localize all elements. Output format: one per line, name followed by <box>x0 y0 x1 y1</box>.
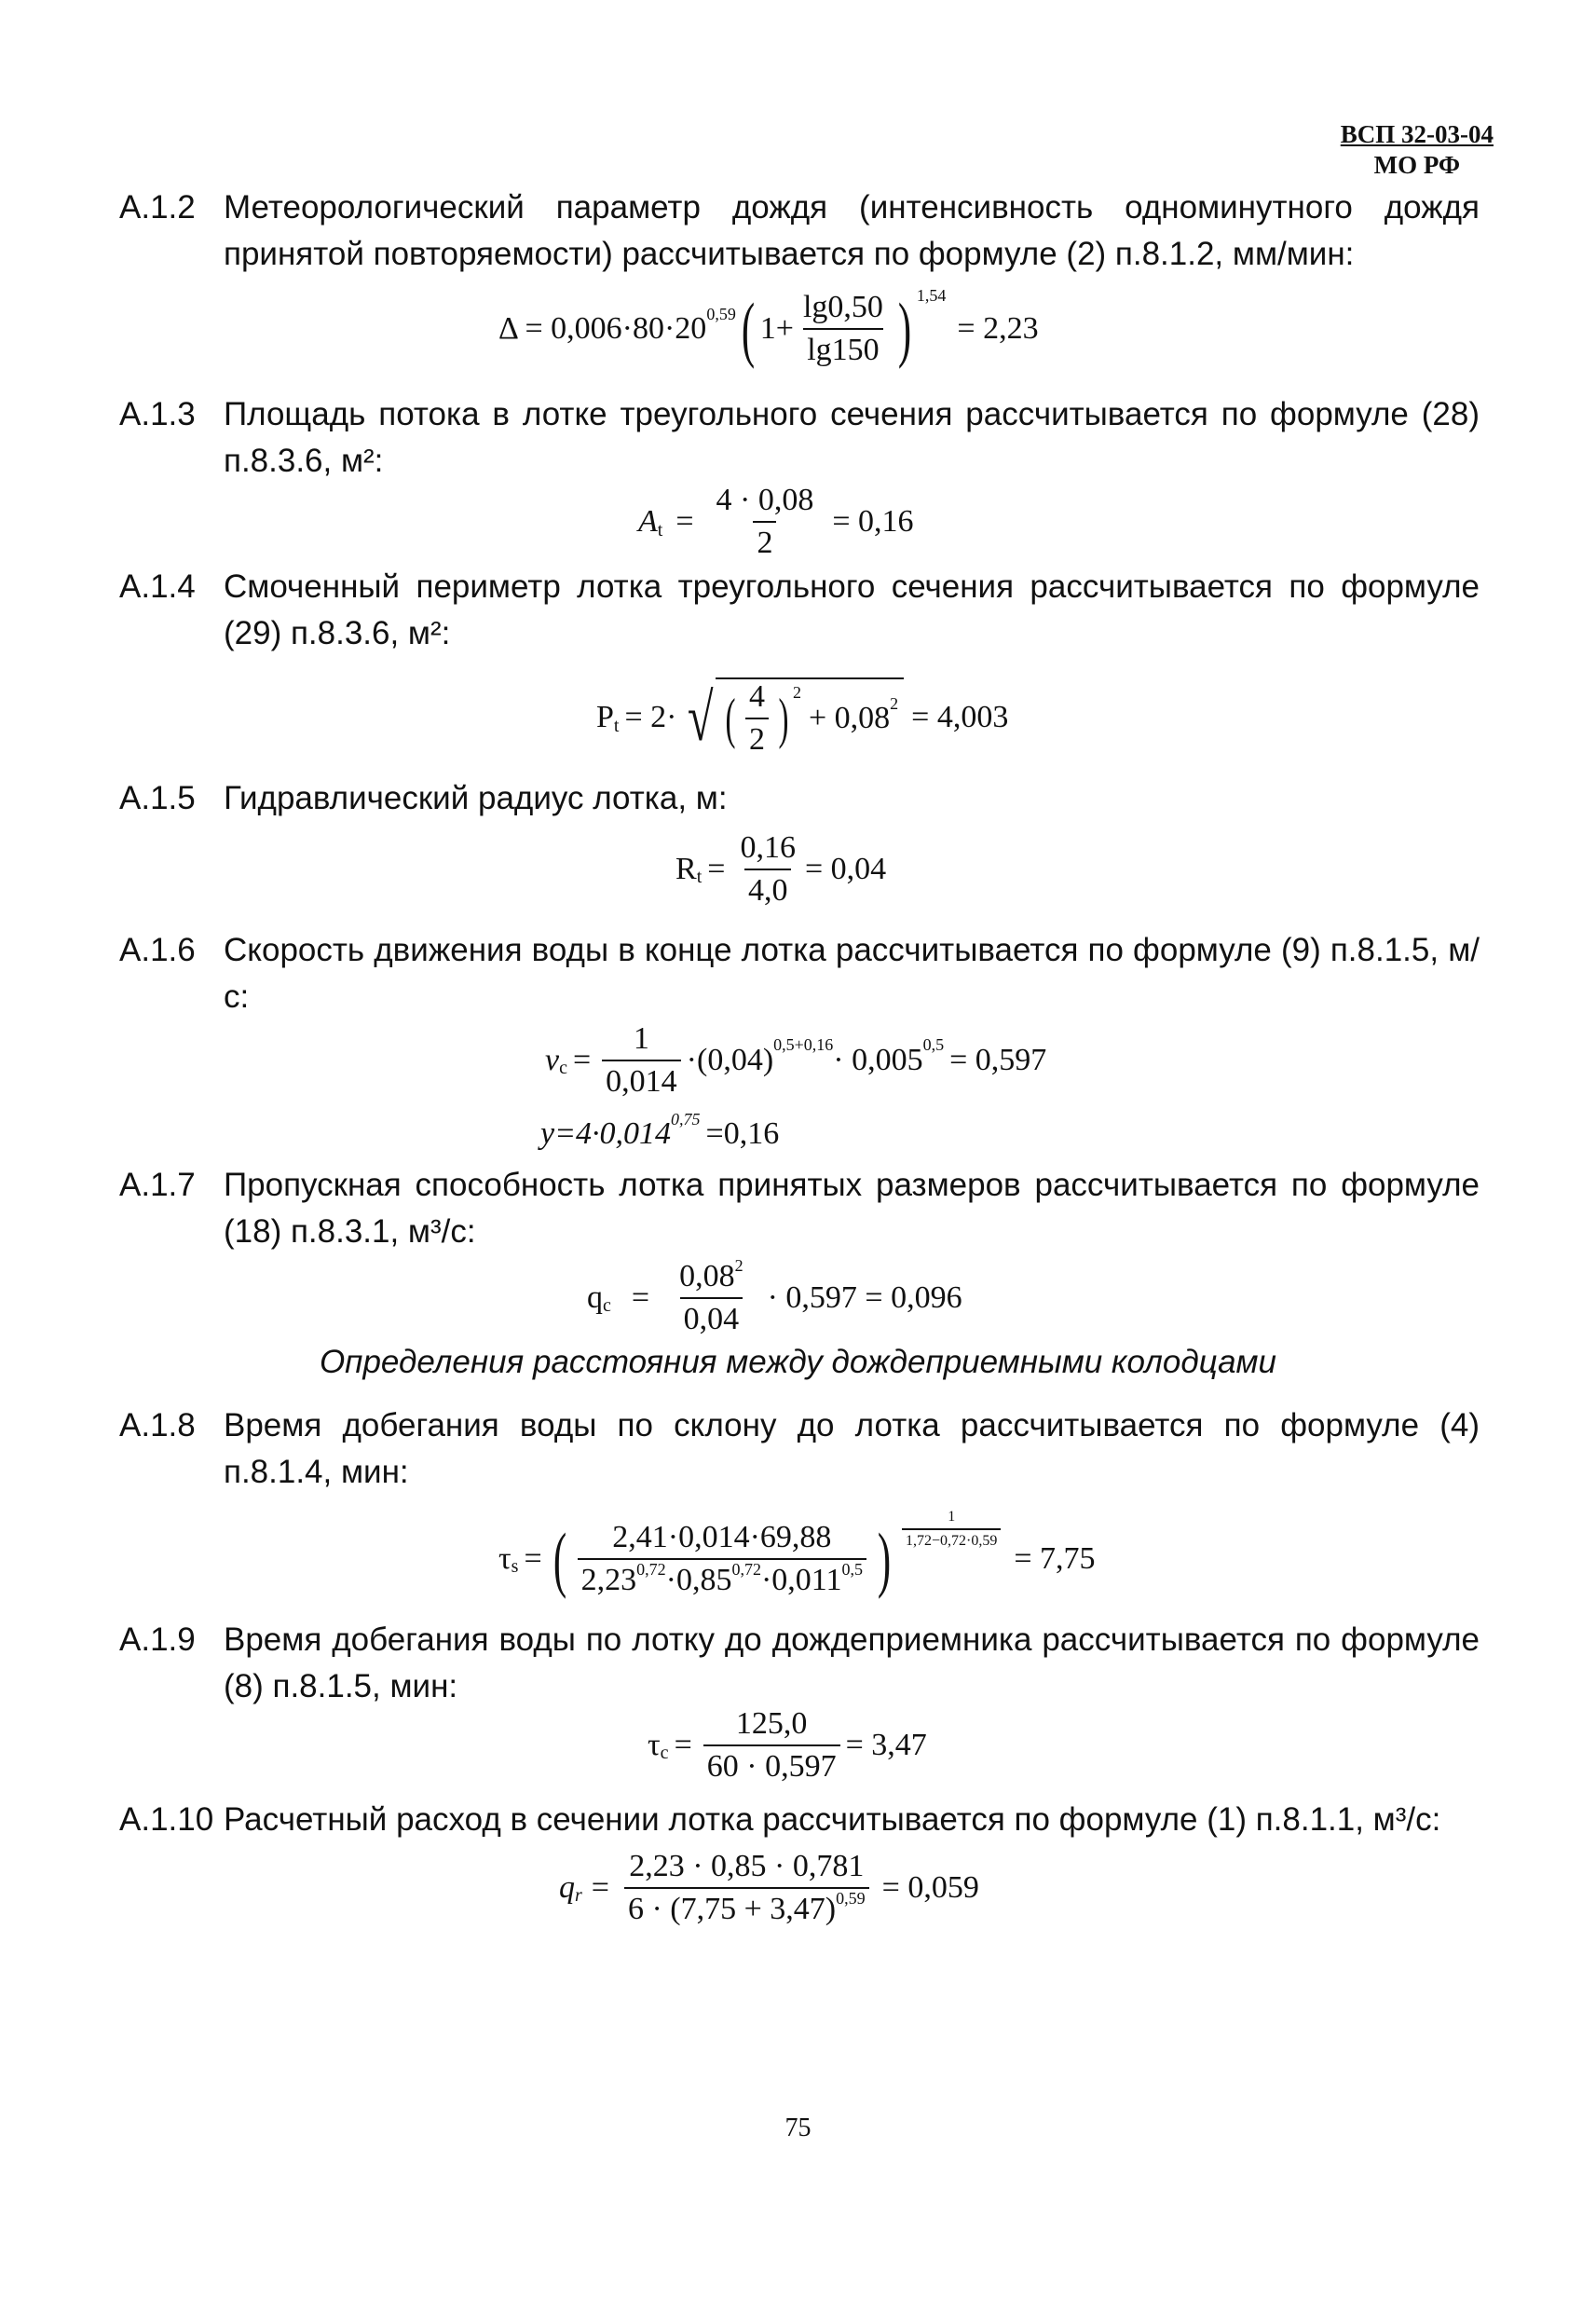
item-a-1-4: А.1.4 Смоченный периметр лотка треугольного сечения рассчитывается по формуле (29) п.8.3.6, м²: <box>119 568 1480 651</box>
formula-a-1-6-y: y=4·0,014 0,75 =0,16 <box>540 1109 780 1151</box>
formula-a-1-7: q c = $\frac{0,08^2}{0,04}$ · 0,597 = 0,096 <box>587 1255 962 1336</box>
item-a-1-2 <box>119 185 1480 278</box>
item-a-1-7: А.1.7 Пропускная способность лотка принятых размеров рассчитывается по формуле (18) п.8.3.1, м³/с: <box>119 1167 1480 1250</box>
formula-a-1-10: q r = $\frac{2,23 \cdot 0,85 \cdot 0,781}{6 \cdot (7,75 + 3,47)^{0,59}}$ = 0,059 <box>559 1848 979 1926</box>
item-a-1-3: А.1.3 Площадь потока в лотке треугольного сечения рассчитывается по формуле (28) п.8.3.6, м²: <box>119 396 1480 479</box>
item-a-1-5: А.1.5 Гидравлический радиус лотка, м: <box>119 780 728 816</box>
item-a-1-9: А.1.9 Время добегания воды по лотку до дождеприемника рассчитывается по формуле (8) п.8.1.5, мин: <box>119 1621 1480 1704</box>
formula-a-1-4: P t = 2· √ ( $\frac{4}{2}$ ) 2 + 0,08 2 = 4,003 <box>596 679 1009 757</box>
formula-a-1-5: R t = $\frac{0,16}{4,0}$ = 0,04 <box>675 829 887 908</box>
formula-a-1-3: A t = $\frac{4 \cdot 0,08}{2}$ = 0,16 <box>638 483 914 560</box>
formula-a-1-2: Δ = 0,006·80·20 0,59 ( 1+ $\frac{\lg 0,50}{\lg 150}$ ) 1,54 = 2,23 <box>498 285 1039 369</box>
item-a-1-8: А.1.8 Время добегания воды по склону до лотка рассчитывается по формуле (4) п.8.1.4, мин: <box>119 1407 1480 1490</box>
page-number: 75 <box>784 2114 812 2142</box>
document-header <box>1341 119 1494 181</box>
item-a-1-6: А.1.6 Скорость движения воды в конце лотка рассчитывается по формуле (9) п.8.1.5, м/с: <box>119 932 1480 1015</box>
header-code: ВСП 32-03-04 <box>1340 120 1494 148</box>
section-heading: Определения расстояния между дождеприемными колодцами <box>319 1344 1277 1380</box>
item-number: А.1.2 <box>119 189 196 226</box>
formula-a-1-8: τ s = ( $\frac{2,41\cdot 0,014\cdot 69,88}{2,23^{0,72}\cdot 0,85^{0,72}\cdot 0,011^{0,5}}$ ) $\frac{1}{1,72-0,72\cdot 0,59}$ = 7,75 <box>498 1508 1096 1599</box>
formula-a-1-6: v c = $\frac{1}{0,014}$ ·(0,04) 0,5+0,16 · 0,005 0,5 = 0,597 <box>545 1020 1047 1099</box>
item-text: Метеорологический параметр дождя (интенсивность одноминутного дождя принятой повторяемости) рассчитывается по формуле (2) п.8.1.2, мм/мин: <box>224 189 1480 272</box>
header-org: МО РФ <box>1373 151 1461 179</box>
formula-a-1-9: τ c = $\frac{125,0}{60 \cdot 0,597}$ = 3,47 <box>648 1705 927 1784</box>
item-a-1-10: А.1.10 Расчетный расход в сечении лотка рассчитывается по формуле (1) п.8.1.1, м³/с: <box>119 1801 1441 1838</box>
